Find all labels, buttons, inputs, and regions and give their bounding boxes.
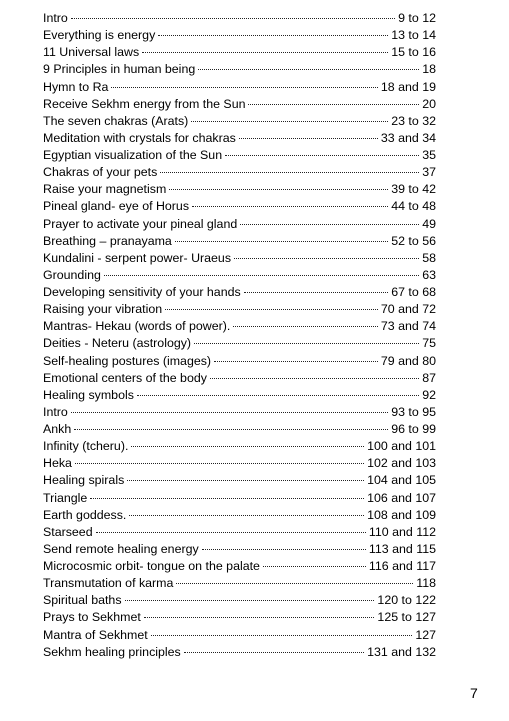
dot-leader: [210, 378, 419, 379]
toc-entry-pages: 108 and 109: [367, 507, 436, 522]
toc-entry: [43, 27, 436, 44]
toc-entry-pages: 127: [415, 627, 436, 642]
toc-entry-pages: 52 to 56: [391, 233, 436, 248]
toc-entry-title: Emotional centers of the body: [43, 370, 207, 385]
toc-entry: [43, 472, 436, 489]
toc-entry-pages: 58: [422, 250, 436, 265]
toc-entry-pages: 131 and 132: [367, 644, 436, 659]
toc-entry-title: Self-healing postures (images): [43, 353, 212, 368]
dot-leader: [165, 309, 378, 310]
toc-entry-pages: 110 and 112: [368, 524, 436, 539]
toc-entry-pages: 13 to 14: [391, 28, 436, 43]
dot-leader: [225, 155, 419, 156]
dot-leader: [74, 429, 388, 430]
toc-entry: [43, 130, 436, 147]
toc-entry: [43, 541, 436, 558]
dot-leader: [192, 206, 388, 207]
toc-entry: [43, 421, 436, 438]
toc-entry: [43, 507, 436, 524]
toc-entry-pages: 44 to 48: [391, 199, 436, 214]
toc-entry-title: Everything is energy: [43, 28, 156, 43]
dot-leader: [96, 532, 366, 533]
toc-entry: [43, 644, 436, 661]
toc-entry: [43, 609, 436, 626]
toc-entry: [43, 575, 436, 592]
toc-entry-title: 11 Universal laws: [43, 45, 140, 60]
toc-entry: [43, 455, 436, 472]
toc-entry-pages: 15 to 16: [391, 45, 436, 60]
toc-entry-title: The seven chakras (Arats): [43, 113, 189, 128]
toc-entry: [43, 61, 436, 78]
toc-entry-pages: 79 and 80: [380, 353, 436, 368]
toc-entry: [43, 96, 436, 113]
toc-entry: [43, 198, 436, 215]
toc-entry: [43, 79, 436, 96]
toc-entry-title: Intro: [43, 404, 68, 419]
toc-entry: [43, 524, 436, 541]
dot-leader: [214, 361, 378, 362]
dot-leader: [175, 241, 388, 242]
toc-entry-title: Starseed: [43, 524, 93, 539]
toc-entry-title: Healing symbols: [43, 387, 134, 402]
toc-entry-title: Intro: [43, 11, 68, 25]
dot-leader: [104, 275, 419, 276]
toc-entry-title: Prayer to activate your pineal gland: [43, 216, 238, 231]
dot-leader: [263, 566, 366, 567]
dot-leader: [71, 18, 395, 19]
dot-leader: [202, 549, 366, 550]
toc-entry-pages: 120 to 122: [377, 593, 436, 608]
toc-entry-pages: 113 and 115: [368, 541, 436, 556]
toc-entry-pages: 125 to 127: [377, 610, 436, 625]
toc-entry-title: Send remote healing energy: [43, 541, 199, 556]
dot-leader: [176, 583, 413, 584]
dot-leader: [169, 189, 388, 190]
dot-leader: [248, 104, 419, 105]
toc-entry: [43, 592, 436, 609]
toc-entry-pages: 49: [422, 216, 436, 231]
dot-leader: [240, 224, 419, 225]
toc-entry-title: Egyptian visualization of the Sun: [43, 148, 223, 162]
dot-leader: [127, 480, 364, 481]
toc-entry-pages: 33 and 34: [380, 130, 436, 145]
dot-leader: [151, 635, 413, 636]
toc-entry-title: Ankh: [43, 422, 72, 436]
toc-entry-pages: 93 to 95: [391, 404, 436, 419]
dot-leader: [75, 463, 364, 464]
toc-entry-title: Infinity (tcheru).: [43, 439, 129, 454]
toc-entry-title: Raising your vibration: [43, 302, 163, 317]
toc-entry-title: Kundalini - serpent power- Uraeus: [43, 250, 232, 265]
toc-entry-pages: 18 and 19: [380, 79, 436, 94]
dot-leader: [234, 258, 419, 259]
dot-leader: [194, 343, 419, 344]
toc-entry: [43, 10, 436, 27]
toc-entry-pages: 9 to 12: [398, 11, 436, 25]
toc-entry: [43, 301, 436, 318]
toc-entry-title: Earth goddess.: [43, 507, 127, 522]
toc-entry-pages: 75: [422, 336, 436, 351]
toc-entry: [43, 250, 436, 267]
toc-entry-title: Breathing – pranayama: [43, 233, 172, 248]
toc-entry-title: Hymn to Ra: [43, 79, 109, 94]
toc-entry-title: Developing sensitivity of your hands: [43, 285, 241, 299]
toc-entry-pages: 96 to 99: [391, 422, 436, 436]
dot-leader: [160, 172, 419, 173]
toc-entry-pages: 20: [422, 96, 436, 111]
toc-entry-pages: 63: [422, 267, 436, 282]
toc-entry: [43, 370, 436, 387]
dot-leader: [158, 35, 388, 36]
toc-entry-title: Triangle: [43, 490, 88, 505]
toc-entry: [43, 335, 436, 352]
toc-entry: [43, 44, 436, 61]
toc-entry-pages: 100 and 101: [367, 439, 436, 454]
dot-leader: [125, 600, 375, 601]
toc-entry-title: Meditation with crystals for chakras: [43, 130, 236, 145]
toc-entry-title: Spiritual baths: [43, 593, 122, 608]
toc-entry-title: Grounding: [43, 267, 101, 282]
dot-leader: [244, 292, 389, 293]
toc-entry: [43, 164, 436, 181]
dot-leader: [239, 138, 378, 139]
dot-leader: [191, 121, 388, 122]
dot-leader: [111, 87, 377, 88]
toc-entry-title: Raise your magnetism: [43, 182, 167, 197]
toc-entry: [43, 490, 436, 507]
toc-entry-pages: 118: [416, 576, 436, 591]
toc-entry-pages: 35: [422, 148, 436, 162]
toc-entry-title: Deities - Neteru (astrology): [43, 336, 192, 351]
toc-entry-title: Mantra of Sekhmet: [43, 627, 148, 642]
toc-entry-title: Transmutation of karma: [43, 576, 174, 591]
dot-leader: [71, 412, 388, 413]
toc-entry: [43, 113, 436, 130]
toc-entry: [43, 267, 436, 284]
toc-entry: [43, 216, 436, 233]
toc-entry-title: Heka: [43, 456, 72, 471]
toc-entry-pages: 70 and 72: [380, 302, 436, 317]
toc-entry: [43, 558, 436, 575]
toc-entry-pages: 87: [422, 370, 436, 385]
dot-leader: [90, 498, 364, 499]
dot-leader: [184, 652, 364, 653]
toc-entry-title: Mantras- Hekau (words of power).: [43, 319, 231, 334]
toc-entry: [43, 284, 436, 301]
toc-entry-pages: 102 and 103: [367, 456, 436, 471]
toc-entry-title: Chakras of your pets: [43, 165, 158, 180]
toc-entry: [43, 387, 436, 404]
dot-leader: [129, 515, 364, 516]
dot-leader: [233, 326, 378, 327]
toc-entry-pages: 39 to 42: [391, 182, 436, 197]
toc-entry: [43, 627, 436, 644]
dot-leader: [198, 69, 419, 70]
dot-leader: [142, 52, 388, 53]
toc-entry-title: Sekhm healing principles: [43, 644, 181, 659]
toc-entry-pages: 37: [422, 165, 436, 180]
toc-entry-pages: 23 to 32: [391, 113, 436, 128]
toc-entry-title: Healing spirals: [43, 473, 125, 488]
table-of-contents: [43, 10, 436, 661]
toc-entry: [43, 318, 436, 335]
toc-entry-title: Microcosmic orbit- tongue on the palate: [43, 559, 260, 573]
toc-entry-pages: 116 and 117: [368, 559, 436, 573]
toc-entry-pages: 106 and 107: [367, 490, 436, 505]
toc-entry: [43, 353, 436, 370]
toc-entry-title: Pineal gland- eye of Horus: [43, 199, 190, 214]
toc-entry-title: Receive Sekhm energy from the Sun: [43, 96, 246, 111]
toc-entry: [43, 438, 436, 455]
toc-entry-pages: 18: [422, 62, 436, 77]
page-number: 7: [470, 685, 478, 701]
toc-entry-title: 9 Principles in human being: [43, 62, 196, 77]
toc-entry-pages: 104 and 105: [367, 473, 436, 488]
toc-entry: [43, 147, 436, 164]
toc-entry: [43, 233, 436, 250]
toc-entry-pages: 92: [422, 387, 436, 402]
dot-leader: [144, 617, 375, 618]
toc-entry-title: Prays to Sekhmet: [43, 610, 141, 625]
dot-leader: [137, 395, 419, 396]
toc-entry-pages: 73 and 74: [380, 319, 436, 334]
dot-leader: [131, 446, 364, 447]
toc-entry: [43, 181, 436, 198]
toc-entry-pages: 67 to 68: [391, 285, 436, 299]
toc-entry: [43, 404, 436, 421]
